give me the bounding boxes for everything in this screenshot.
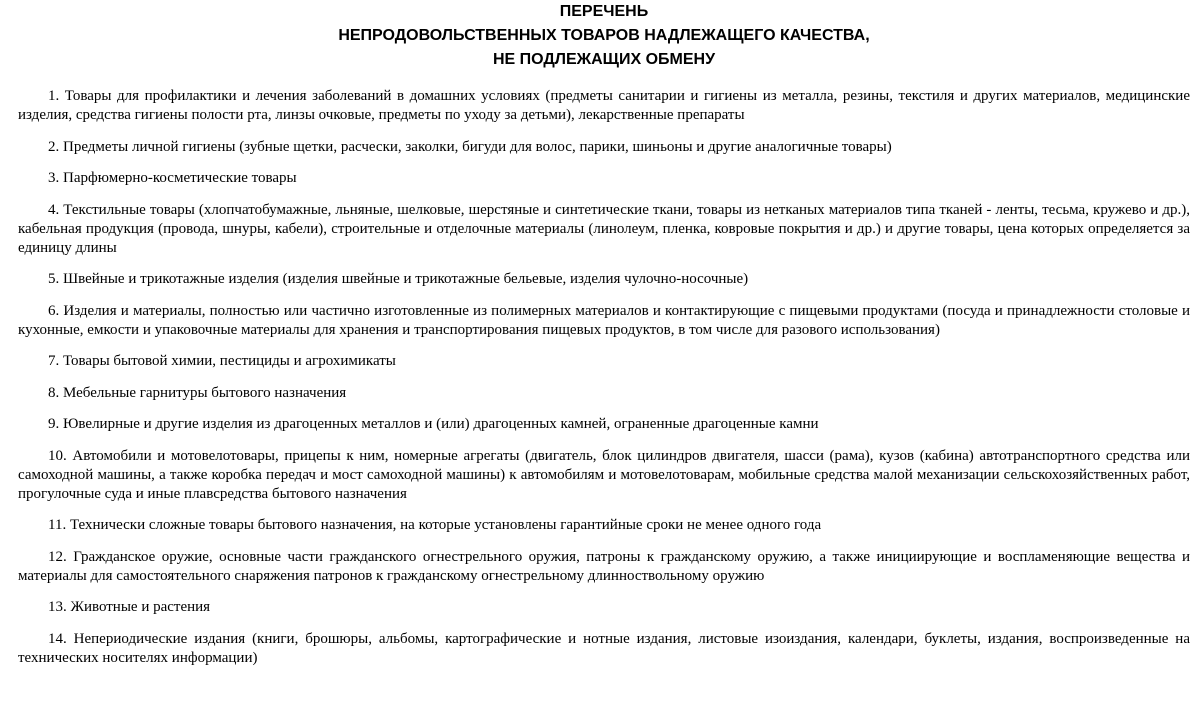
list-item-9: 9. Ювелирные и другие изделия из драгоценных металлов и (или) драгоценных камней, ограненные драгоценные камни xyxy=(48,416,819,432)
list-item-2: 2. Предметы личной гигиены (зубные щетки, расчески, заколки, бигуди для волос, парики, шиньоны и другие аналогичные товары) xyxy=(48,138,892,155)
goods-list xyxy=(18,87,1190,668)
list-item-11: 11. Технически сложные товары бытового назначения, на которые установлены гарантийные сроки не менее одного года xyxy=(48,517,822,533)
list-item-8: 8. Мебельные гарнитуры бытового назначения xyxy=(48,384,347,401)
document-title xyxy=(18,0,1190,72)
list-item-7: 7. Товары бытовой химии, пестициды и агрохимикаты xyxy=(48,353,396,369)
list-item-6: 6. Изделия и материалы, полностью или частично изготовленные из полимерных материалов и контактирующие с пищевыми продуктами (посуда и принадлежности столовые и кухонные, емкости и упаковочные материалы для хранения и транспортирования пищевых продуктов, в том числе для разового использования) xyxy=(18,302,1190,338)
title-line-2: НЕПРОДОВОЛЬСТВЕННЫХ ТОВАРОВ НАДЛЕЖАЩЕГО КАЧЕСТВА, xyxy=(338,27,870,44)
list-item-10: 10. Автомобили и мотовелотовары, прицепы к ним, номерные агрегаты (двигатель, блок цилиндров двигателя, шасси (рама), кузов (кабина) автотранспортного средства или самоходной машины, а также коробка передач и мост самоходной машины) к автомобилям и мотовелотоварам, мобильные средства малой механизации сельскохозяйственных работ, прогулочные суда и иные плавсредства бытового назначения xyxy=(18,447,1190,502)
list-item-5: 5. Швейные и трикотажные изделия (изделия швейные и трикотажные бельевые, изделия чулочно-носочные) xyxy=(48,271,749,287)
list-item-12: 12. Гражданское оружие, основные части гражданского огнестрельного оружия, патроны к гражданскому оружию, а также инициирующие и воспламеняющие вещества и материалы для самостоятельного снаряжения патронов к гражданскому огнестрельному длинноствольному оружию xyxy=(18,548,1190,584)
title-line-1: ПЕРЕЧЕНЬ xyxy=(559,3,649,20)
list-item-4: 4. Текстильные товары (хлопчатобумажные, льняные, шелковые, шерстяные и синтетические ткани, товары из нетканых материалов типа тканей - ленты, тесьма, кружево и др.), кабельная продукция (провода, шнуры, кабели), строительные и отделочные материалы (линолеум, пленка, ковровые покрытия и др.) и другие товары, цена которых определяется за единицу длины xyxy=(18,201,1190,256)
list-item-1: 1. Товары для профилактики и лечения заболеваний в домашних условиях (предметы санитарии и гигиены из металла, резины, текстиля и других материалов, медицинские изделия, средства гигиены полости рта, линзы очковые, предметы по уходу за детьми), лекарственные препараты xyxy=(18,88,1190,123)
title-line-3: НЕ ПОДЛЕЖАЩИХ ОБМЕНУ xyxy=(492,51,716,68)
list-item-3: 3. Парфюмерно-косметические товары xyxy=(48,170,297,186)
list-item-14: 14. Непериодические издания (книги, брошюры, альбомы, картографические и нотные издания, листовые изоиздания, календари, буклеты, издания, воспроизведенные на технических носителях информации) xyxy=(18,630,1190,666)
list-item-13: 13. Животные и растения xyxy=(48,599,211,615)
